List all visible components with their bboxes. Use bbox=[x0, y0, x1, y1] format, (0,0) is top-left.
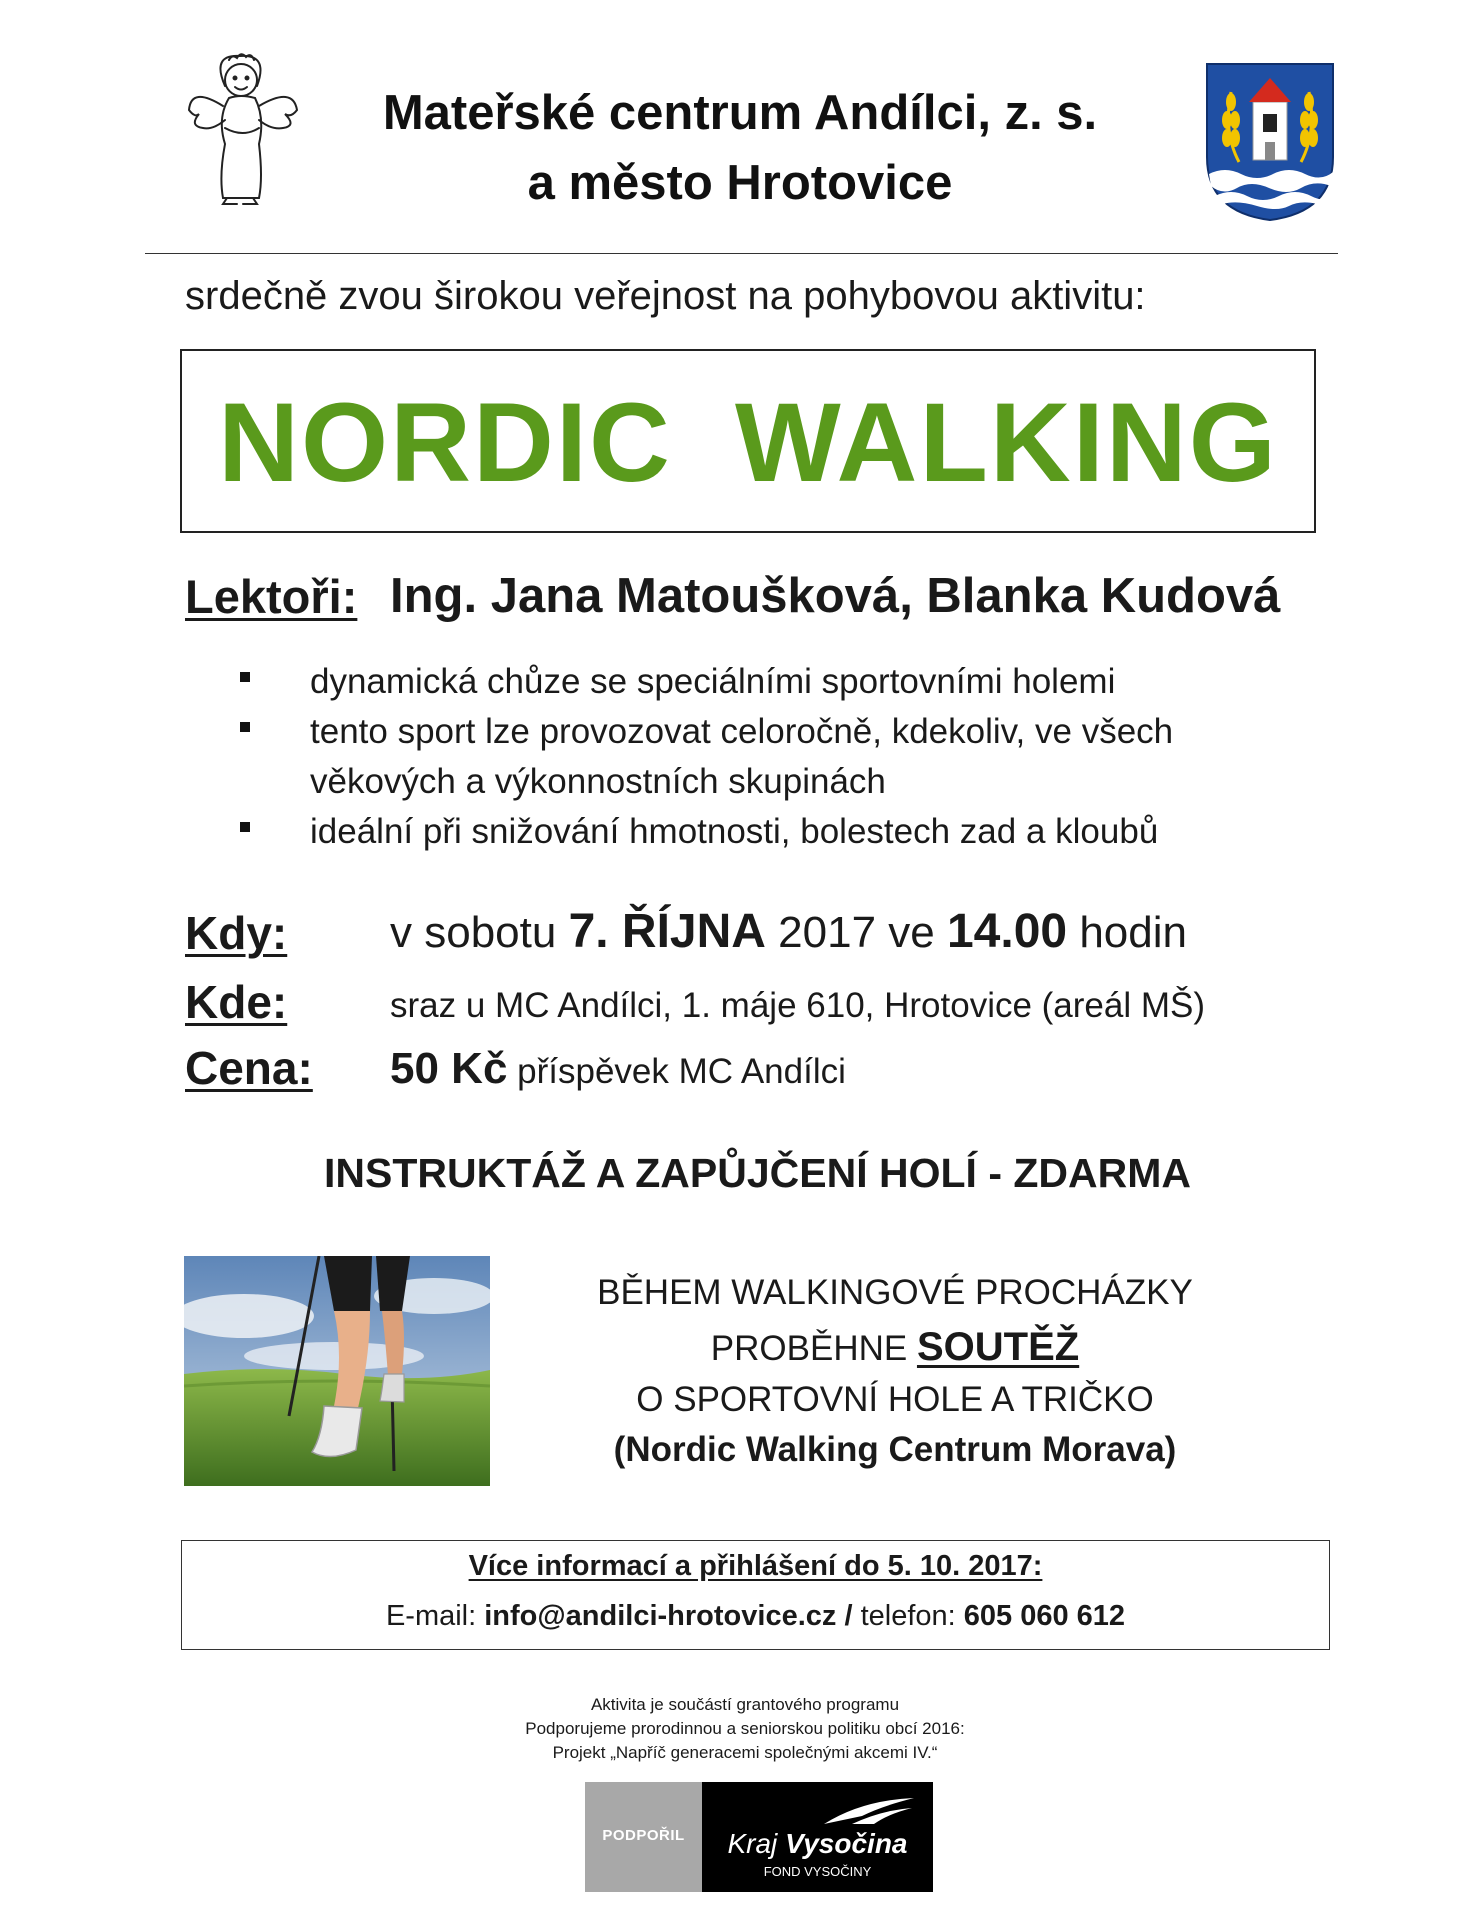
contest-line-2: PROBĚHNE SOUTĚŽ bbox=[710, 1325, 1080, 1369]
when-value: v sobotu 7. ŘÍJNA 2017 ve 14.00 hodin bbox=[390, 905, 1187, 958]
bullet-item: tento sport lze provozovat celoročně, kdekoliv, ve všech bbox=[310, 712, 1174, 751]
hrotovice-crest-icon bbox=[1205, 62, 1335, 222]
grant-line-2: Podporujeme prorodinnou a seniorskou politiku obcí 2016: bbox=[525, 1719, 965, 1738]
vysocina-swoosh-icon bbox=[822, 1794, 917, 1828]
bullet-marker bbox=[240, 722, 250, 732]
contest-line-1: BĚHEM WALKINGOVÉ PROCHÁZKY bbox=[597, 1273, 1193, 1312]
angel-logo-icon bbox=[185, 48, 300, 208]
nordic-walking-photo bbox=[184, 1256, 490, 1486]
lectors-names: Ing. Jana Matoušková, Blanka Kudová bbox=[390, 569, 1281, 623]
grant-line-3: Projekt „Napříč generacemi společnými akcemi IV.“ bbox=[552, 1743, 938, 1762]
organizer-line-2: a město Hrotovice bbox=[527, 156, 953, 210]
when-label: Kdy: bbox=[185, 907, 288, 959]
sponsor-supported-label: PODPOŘIL bbox=[602, 1827, 685, 1844]
organizer-line-1: Mateřské centrum Andílci, z. s. bbox=[382, 86, 1098, 140]
where-value: sraz u MC Andílci, 1. máje 610, Hrotovice (areál MŠ) bbox=[390, 986, 1206, 1025]
phone-number[interactable]: 605 060 612 bbox=[963, 1600, 1126, 1632]
bullet-item-continuation: věkových a výkonnostních skupinách bbox=[310, 762, 886, 801]
price-value: 50 Kč příspěvek MC Andílci bbox=[390, 1044, 846, 1093]
contact-line: E-mail: info@andilci-hrotovice.cz / telefon: 605 060 612 bbox=[385, 1600, 1126, 1632]
contest-line-3: O SPORTOVNÍ HOLE A TRIČKO bbox=[636, 1380, 1154, 1419]
sponsor-supported-panel bbox=[585, 1782, 702, 1892]
lectors-label: Lektoři: bbox=[185, 570, 358, 623]
kraj-vysocina-panel bbox=[702, 1782, 933, 1892]
sponsor-logo bbox=[585, 1782, 933, 1892]
organizer-title bbox=[300, 78, 1180, 218]
price-label: Cena: bbox=[185, 1042, 313, 1094]
bullet-marker bbox=[240, 822, 250, 832]
grant-line-1: Aktivita je součástí grantového programu bbox=[590, 1695, 900, 1714]
free-instruction-note: INSTRUKTÁŽ A ZAPŮJČENÍ HOLÍ - ZDARMA bbox=[323, 1150, 1192, 1196]
more-info-heading: Více informací a přihlášení do 5. 10. 2017: bbox=[468, 1550, 1043, 1582]
email-link[interactable]: info@andilci-hrotovice.cz bbox=[484, 1600, 837, 1632]
event-title: NORDIC WALKING bbox=[218, 380, 1278, 505]
bullet-marker bbox=[240, 672, 250, 682]
contest-line-4: (Nordic Walking Centrum Morava) bbox=[613, 1430, 1177, 1469]
fund-vysociny-label: FOND VYSOČINY bbox=[763, 1864, 872, 1879]
invitation-text: srdečně zvou širokou veřejnost na pohybovou aktivitu: bbox=[185, 274, 1146, 318]
bullet-item: ideální při snižování hmotnosti, bolestech zad a kloubů bbox=[310, 812, 1159, 851]
bullet-item: dynamická chůze se speciálními sportovními holemi bbox=[310, 662, 1116, 701]
header-divider bbox=[145, 253, 1338, 254]
where-label: Kde: bbox=[185, 976, 288, 1028]
kraj-vysocina-wordmark: Kraj Vysočina bbox=[727, 1828, 908, 1859]
